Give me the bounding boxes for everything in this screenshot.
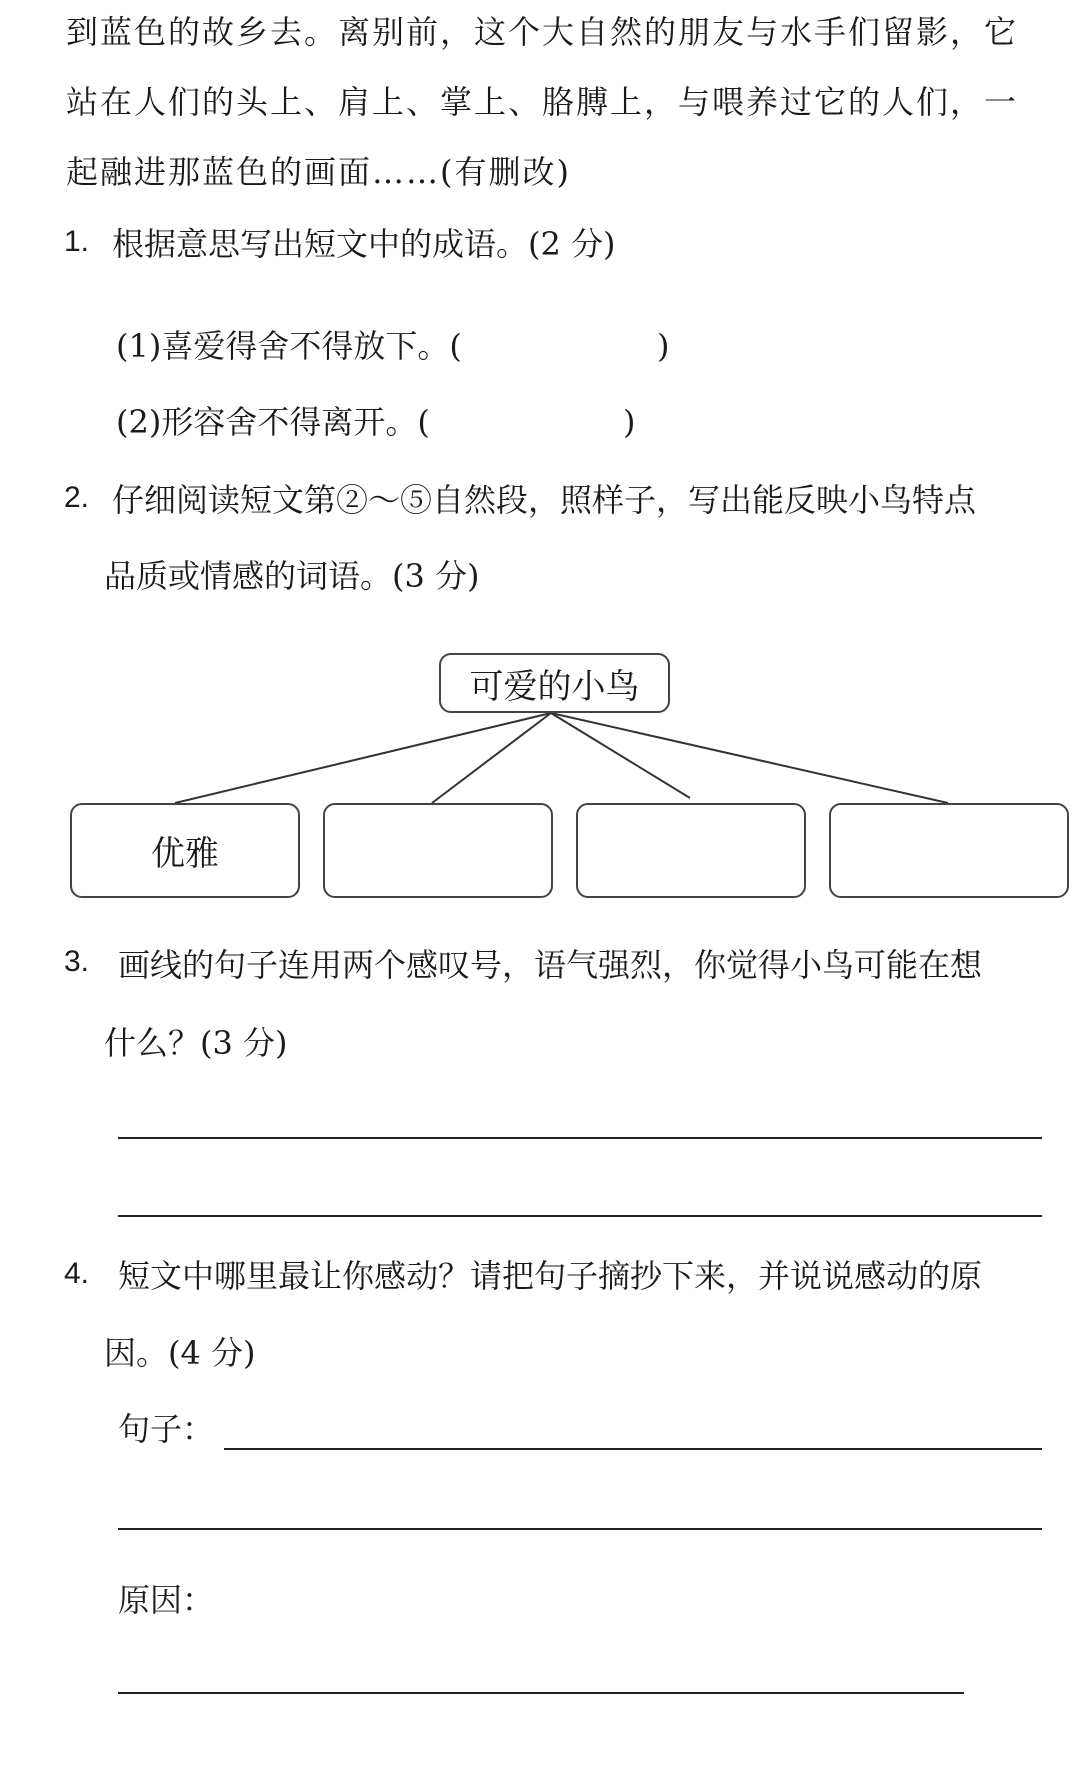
passage-line-2: 站在人们的头上、肩上、掌上、胳膊上，与喂养过它的人们，一	[66, 83, 1019, 121]
question-4-sentence-line-1[interactable]	[224, 1448, 1042, 1450]
question-4-text-line-1: 短文中哪里最让你感动？请把句子摘抄下来，并说说感动的原	[118, 1257, 983, 1295]
question-4-sentence-label: 句子：	[118, 1410, 215, 1448]
diagram-child-node-3[interactable]	[576, 803, 806, 898]
question-2-text-line-1: 仔细阅读短文第②～⑤自然段，照样子，写出能反映小鸟特点	[112, 481, 977, 519]
question-2-number: 2.	[64, 481, 90, 514]
question-4-sentence-line-2[interactable]	[118, 1528, 1042, 1530]
question-3-answer-line-1[interactable]	[118, 1137, 1042, 1139]
diagram-child-node-4[interactable]	[829, 803, 1069, 898]
question-3-number: 3.	[64, 945, 90, 978]
question-1-item-2: (2)形容舍不得离开。(	[116, 403, 430, 441]
passage-line-1: 到蓝色的故乡去。离别前，这个大自然的朋友与水手们留影，它	[66, 13, 1019, 51]
passage-line-3: 起融进那蓝色的画面……(有删改)	[66, 153, 571, 191]
question-4-number: 4.	[64, 1257, 90, 1290]
question-2-text-line-2: 品质或情感的词语。(3 分)	[104, 557, 480, 595]
question-3-answer-line-2[interactable]	[118, 1215, 1042, 1217]
question-1-item-1-close: )	[657, 327, 670, 365]
diagram-child-label-1: 优雅	[151, 834, 219, 874]
question-3-text-line-1: 画线的句子连用两个感叹号，语气强烈，你觉得小鸟可能在想	[118, 946, 983, 984]
question-1-item-1: (1)喜爱得舍不得放下。(	[116, 327, 462, 365]
diagram-root-node	[439, 653, 670, 713]
diagram-child-node-2[interactable]	[323, 803, 553, 898]
question-1-item-2-close: )	[623, 403, 636, 441]
question-4-text-line-2: 因。(4 分)	[104, 1334, 256, 1372]
connector-1	[175, 713, 551, 803]
diagram-child-node-1	[70, 803, 300, 898]
question-1-number: 1.	[64, 225, 90, 258]
connector-4	[551, 713, 948, 803]
diagram-root-label: 可爱的小鸟	[469, 666, 640, 707]
connector-3	[551, 713, 690, 798]
question-1-text: 根据意思写出短文中的成语。(2 分)	[112, 225, 616, 263]
question-3-text-line-2: 什么？(3 分)	[104, 1024, 288, 1062]
question-4-reason-line-1[interactable]	[118, 1692, 964, 1694]
question-4-reason-label: 原因：	[118, 1581, 215, 1619]
